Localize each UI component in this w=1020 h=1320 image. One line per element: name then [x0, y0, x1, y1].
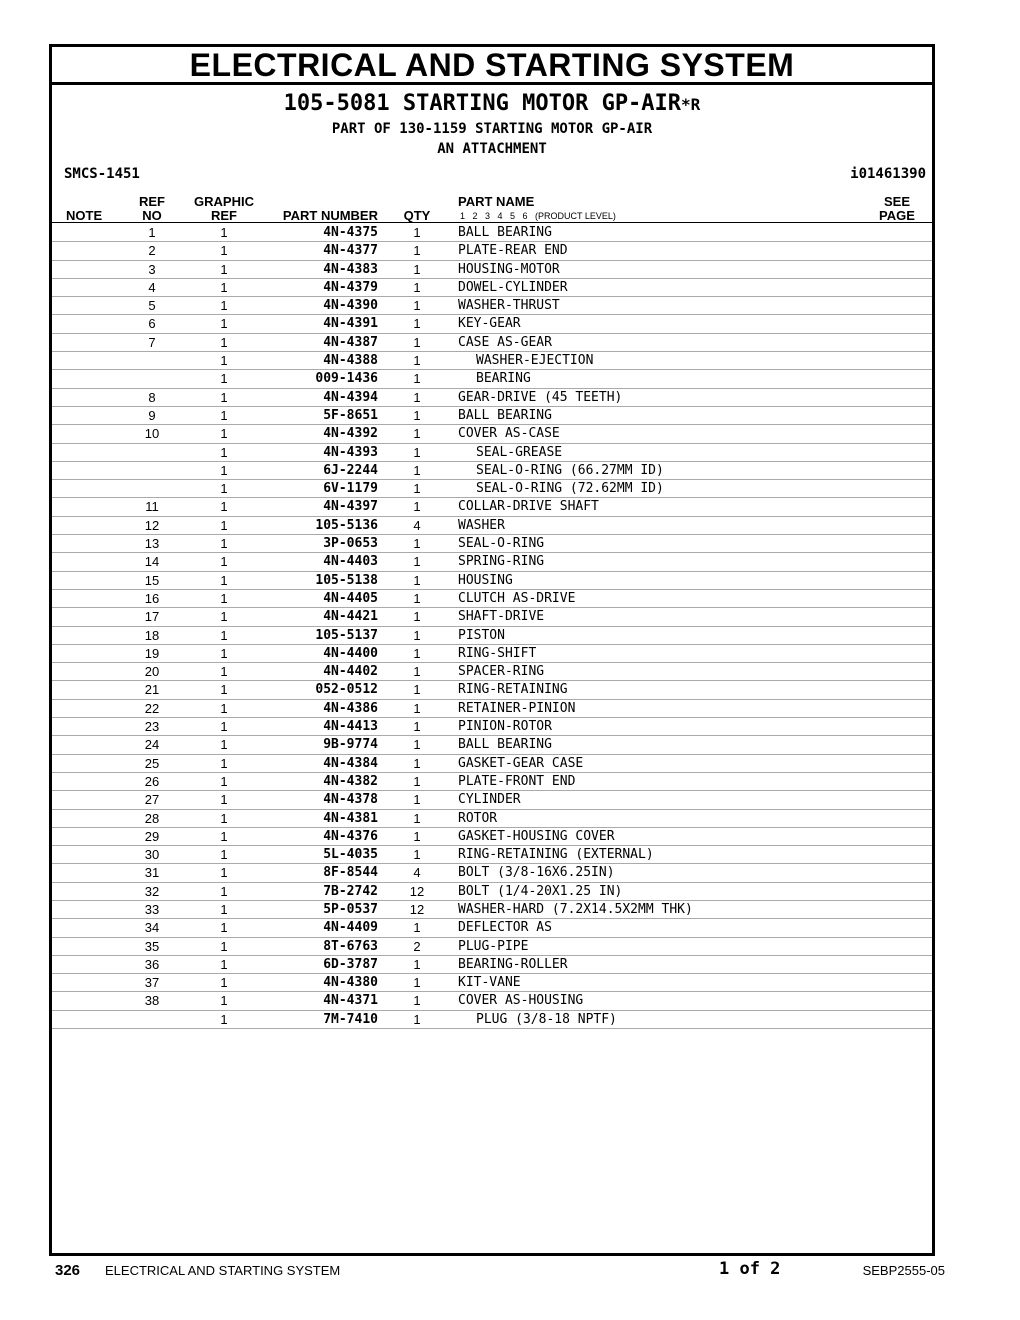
table-row	[52, 608, 932, 626]
ref-no: 37	[144, 975, 160, 991]
graphic-ref: 1	[220, 261, 228, 277]
ref-no: 34	[144, 920, 160, 936]
quantity: 1	[413, 645, 421, 661]
ref-no: 27	[144, 792, 160, 808]
graphic-ref: 1	[220, 279, 228, 295]
graphic-ref: 1	[220, 243, 228, 259]
page-footer	[55, 1258, 945, 1282]
table-row	[52, 938, 932, 956]
quantity: 1	[413, 481, 421, 497]
table-row	[52, 755, 932, 773]
doc-number: SEBP2555-05	[862, 1263, 945, 1278]
ref-no: 4	[148, 279, 156, 295]
table-row	[52, 572, 932, 590]
quantity: 1	[413, 755, 421, 771]
part-name: PINION-ROTOR	[458, 719, 552, 735]
table-row	[52, 700, 932, 718]
ref-no: 1	[148, 225, 156, 240]
col-graphic-top: GRAPHIC	[194, 194, 254, 209]
table-row	[52, 370, 932, 388]
part-name: PLATE-REAR END	[458, 243, 568, 259]
part-number: 4N-4409	[323, 920, 378, 936]
table-row	[52, 242, 932, 260]
graphic-ref: 1	[220, 956, 228, 972]
ref-no: 36	[144, 956, 160, 972]
quantity: 1	[413, 609, 421, 625]
graphic-ref: 1	[220, 810, 228, 826]
revision-mark: *R	[681, 95, 701, 114]
part-name: COVER AS-CASE	[458, 426, 560, 442]
ref-no: 3	[148, 261, 156, 277]
part-of-line: PART OF 130-1159 STARTING MOTOR GP-AIR	[331, 121, 653, 137]
table-row	[52, 462, 932, 480]
part-name: BEARING	[476, 371, 531, 387]
ref-no: 12	[144, 517, 160, 533]
graphic-ref: 1	[220, 389, 228, 405]
table-row	[52, 352, 932, 370]
table-row	[52, 334, 932, 352]
table-row	[52, 407, 932, 425]
part-number: 052-0512	[315, 682, 378, 698]
part-number: 7B-2742	[323, 883, 378, 899]
part-name: WASHER-HARD (7.2X14.5X2MM THK)	[458, 901, 693, 917]
col-ref-bottom: NO	[142, 208, 162, 223]
graphic-ref: 1	[220, 920, 228, 936]
part-name: PISTON	[458, 627, 505, 643]
graphic-ref: 1	[220, 883, 228, 899]
table-row	[52, 224, 932, 242]
col-see-bottom: PAGE	[879, 208, 915, 223]
graphic-ref: 1	[220, 645, 228, 661]
part-number: 4N-4376	[323, 828, 378, 844]
col-product-levels: 1 2 3 4 5 6 (PRODUCT LEVEL)	[460, 211, 616, 221]
table-row	[52, 535, 932, 553]
table-row	[52, 627, 932, 645]
part-name: COVER AS-HOUSING	[458, 993, 584, 1009]
graphic-ref: 1	[220, 700, 228, 716]
quantity: 1	[413, 737, 421, 753]
graphic-ref: 1	[220, 609, 228, 625]
col-part-name: PART NAME	[458, 194, 535, 209]
table-row	[52, 919, 932, 937]
ref-no: 33	[144, 901, 160, 917]
part-number: 4N-4413	[323, 719, 378, 735]
quantity: 1	[413, 847, 421, 863]
part-number: 5L-4035	[323, 847, 378, 863]
part-name: RING-RETAINING	[458, 682, 568, 698]
table-row	[52, 828, 932, 846]
part-number: 4N-4387	[323, 334, 378, 350]
graphic-ref: 1	[220, 938, 228, 954]
table-row	[52, 480, 932, 498]
graphic-ref: 1	[220, 792, 228, 808]
table-header	[52, 192, 932, 223]
part-number: 8F-8544	[323, 865, 378, 881]
graphic-ref: 1	[220, 225, 228, 240]
part-number: 009-1436	[315, 371, 378, 387]
part-name: WASHER-EJECTION	[476, 353, 594, 369]
graphic-ref: 1	[220, 536, 228, 552]
group-number: 105-5081	[283, 91, 390, 116]
part-number: 4N-4397	[323, 499, 378, 515]
table-row	[52, 590, 932, 608]
graphic-ref: 1	[220, 993, 228, 1009]
part-name: GASKET-GEAR CASE	[458, 755, 584, 771]
part-number: 4N-4391	[323, 316, 378, 332]
table-row	[52, 261, 932, 279]
part-number: 105-5136	[315, 517, 378, 533]
quantity: 1	[413, 792, 421, 808]
graphic-ref: 1	[220, 975, 228, 991]
quantity: 1	[413, 956, 421, 972]
part-number: 9B-9774	[323, 737, 378, 753]
ref-no: 32	[144, 883, 160, 899]
attachment-line: AN ATTACHMENT	[437, 141, 547, 157]
quantity: 1	[413, 773, 421, 789]
part-name: BOLT (1/4-20X1.25 IN)	[458, 883, 623, 899]
quantity: 1	[413, 682, 421, 698]
quantity: 1	[413, 316, 421, 332]
quantity: 1	[413, 298, 421, 314]
ref-no: 2	[148, 243, 156, 259]
part-number: 105-5138	[315, 572, 378, 588]
part-number: 4N-4378	[323, 792, 378, 808]
ref-no: 24	[144, 737, 160, 753]
graphic-ref: 1	[220, 298, 228, 314]
quantity: 1	[413, 389, 421, 405]
ref-no: 25	[144, 755, 160, 771]
quantity: 2	[413, 938, 421, 954]
part-number: 4N-4384	[323, 755, 378, 771]
table-row	[52, 645, 932, 663]
part-number: 5P-0537	[323, 901, 378, 917]
quantity: 1	[413, 536, 421, 552]
ref-no: 15	[144, 572, 160, 588]
ref-no: 28	[144, 810, 160, 826]
table-row	[52, 444, 932, 462]
part-number: 4N-4405	[323, 590, 378, 606]
part-number: 4N-4380	[323, 975, 378, 991]
quantity: 1	[413, 700, 421, 716]
graphic-ref: 1	[220, 353, 228, 369]
part-name: CYLINDER	[458, 792, 521, 808]
quantity: 1	[413, 279, 421, 295]
page-number: 326	[55, 1262, 81, 1279]
table-row	[52, 498, 932, 516]
graphic-ref: 1	[220, 371, 228, 387]
parts-table	[52, 224, 932, 1029]
part-name: WASHER	[458, 517, 505, 533]
table-row	[52, 681, 932, 699]
graphic-ref: 1	[220, 773, 228, 789]
part-number: 4N-4421	[323, 609, 378, 625]
part-number: 4N-4393	[323, 444, 378, 460]
part-name: BALL BEARING	[458, 407, 552, 423]
part-number: 4N-4400	[323, 645, 378, 661]
quantity: 1	[413, 353, 421, 369]
part-name: SHAFT-DRIVE	[458, 609, 545, 625]
part-name: SEAL-O-RING (66.27MM ID)	[476, 462, 664, 478]
part-name: RING-SHIFT	[458, 645, 537, 661]
part-name: RETAINER-PINION	[458, 700, 576, 716]
quantity: 1	[413, 590, 421, 606]
part-name: KEY-GEAR	[458, 316, 521, 332]
page-of: 1 of 2	[719, 1259, 781, 1279]
part-number: 4N-4402	[323, 664, 378, 680]
table-row	[52, 956, 932, 974]
smcs-code: SMCS-1451	[64, 166, 140, 182]
quantity: 1	[413, 828, 421, 844]
part-name: KIT-VANE	[458, 975, 521, 991]
graphic-ref: 1	[220, 627, 228, 643]
part-name: BOLT (3/8-16X6.25IN)	[458, 865, 615, 881]
table-row	[52, 718, 932, 736]
quantity: 12	[409, 901, 425, 917]
ref-no: 26	[144, 773, 160, 789]
graphic-ref: 1	[220, 444, 228, 460]
quantity: 1	[413, 810, 421, 826]
ref-no: 17	[144, 609, 160, 625]
ref-no: 19	[144, 645, 160, 661]
part-name: SEAL-O-RING	[458, 536, 545, 552]
part-number: 4N-4386	[323, 700, 378, 716]
quantity: 1	[413, 664, 421, 680]
col-see-top: SEE	[883, 194, 910, 209]
quantity: 1	[413, 993, 421, 1009]
part-number: 6D-3787	[323, 956, 378, 972]
ref-no: 6	[148, 316, 156, 332]
table-row	[52, 1011, 932, 1029]
part-name: BALL BEARING	[458, 225, 552, 240]
part-name: COLLAR-DRIVE SHAFT	[458, 499, 599, 515]
ref-no: 11	[145, 499, 159, 515]
group-title	[52, 91, 932, 116]
part-number: 4N-4390	[323, 298, 378, 314]
part-name: CLUTCH AS-DRIVE	[458, 590, 576, 606]
table-row	[52, 297, 932, 315]
ref-no: 30	[144, 847, 160, 863]
ref-no: 13	[144, 536, 160, 552]
part-name: DEFLECTOR AS	[458, 920, 552, 936]
table-row	[52, 883, 932, 901]
table-row	[52, 553, 932, 571]
part-number: 4N-4382	[323, 773, 378, 789]
part-name: PLUG-PIPE	[458, 938, 529, 954]
ref-no: 16	[144, 590, 160, 606]
part-number: 7M-7410	[323, 1011, 378, 1027]
table-row	[52, 389, 932, 407]
part-name: GASKET-HOUSING COVER	[458, 828, 615, 844]
ref-no: 35	[144, 938, 160, 954]
table-row	[52, 864, 932, 882]
graphic-ref: 1	[220, 481, 228, 497]
part-name: PLUG (3/8-18 NPTF)	[476, 1011, 617, 1027]
ref-no: 9	[148, 407, 156, 423]
col-part-number: PART NUMBER	[282, 208, 378, 223]
part-name: BEARING-ROLLER	[458, 956, 568, 972]
quantity: 1	[413, 261, 421, 277]
graphic-ref: 1	[220, 865, 228, 881]
part-number: 4N-4388	[323, 353, 378, 369]
table-row	[52, 773, 932, 791]
part-name: SEAL-GREASE	[476, 444, 563, 460]
quantity: 12	[409, 883, 425, 899]
part-name: PLATE-FRONT END	[458, 773, 576, 789]
part-name: CASE AS-GEAR	[458, 334, 552, 350]
part-number: 105-5137	[315, 627, 378, 643]
ref-no: 38	[144, 993, 160, 1009]
graphic-ref: 1	[220, 719, 228, 735]
graphic-ref: 1	[220, 828, 228, 844]
graphic-ref: 1	[220, 590, 228, 606]
table-row	[52, 279, 932, 297]
table-row	[52, 791, 932, 809]
table-row	[52, 974, 932, 992]
quantity: 1	[413, 334, 421, 350]
graphic-ref: 1	[220, 572, 228, 588]
part-number: 4N-4403	[323, 554, 378, 570]
footer-section: ELECTRICAL AND STARTING SYSTEM	[105, 1263, 341, 1278]
part-name: GEAR-DRIVE (45 TEETH)	[458, 389, 623, 405]
part-number: 4N-4379	[323, 279, 378, 295]
part-number: 6V-1179	[323, 481, 378, 497]
graphic-ref: 1	[220, 334, 228, 350]
part-name: HOUSING	[458, 572, 513, 588]
part-number: 4N-4394	[323, 389, 378, 405]
part-number: 4N-4377	[323, 243, 378, 259]
quantity: 1	[413, 243, 421, 259]
page-frame	[49, 44, 935, 1256]
part-name: SPACER-RING	[458, 664, 545, 680]
graphic-ref: 1	[220, 517, 228, 533]
col-note: NOTE	[66, 208, 103, 223]
table-row	[52, 425, 932, 443]
part-name: WASHER-THRUST	[458, 298, 560, 314]
ref-no: 5	[148, 298, 156, 314]
ref-no: 29	[144, 828, 160, 844]
quantity: 1	[413, 572, 421, 588]
ref-no: 31	[144, 865, 160, 881]
table-row	[52, 810, 932, 828]
graphic-ref: 1	[220, 462, 228, 478]
ref-no: 18	[144, 627, 160, 643]
quantity: 4	[413, 517, 421, 533]
graphic-ref: 1	[220, 407, 228, 423]
part-number: 3P-0653	[323, 536, 378, 552]
graphic-ref: 1	[220, 1011, 228, 1027]
graphic-ref: 1	[220, 426, 228, 442]
graphic-ref: 1	[220, 682, 228, 698]
quantity: 1	[413, 444, 421, 460]
quantity: 1	[413, 225, 421, 240]
part-name: SEAL-O-RING (72.62MM ID)	[476, 481, 664, 497]
part-name: RING-RETAINING (EXTERNAL)	[458, 847, 654, 863]
ref-no: 7	[148, 334, 156, 350]
quantity: 1	[413, 920, 421, 936]
quantity: 1	[413, 554, 421, 570]
graphic-ref: 1	[220, 755, 228, 771]
part-number: 4N-4383	[323, 261, 378, 277]
ref-no: 22	[144, 700, 160, 716]
table-row	[52, 736, 932, 754]
group-name: STARTING MOTOR GP-AIR	[402, 91, 682, 116]
ref-no: 21	[144, 682, 160, 698]
part-number: 4N-4371	[323, 993, 378, 1009]
table-row	[52, 663, 932, 681]
quantity: 1	[413, 1011, 421, 1027]
quantity: 1	[413, 975, 421, 991]
part-name: HOUSING-MOTOR	[458, 261, 560, 277]
part-number: 4N-4375	[323, 225, 378, 240]
col-graphic-bottom: REF	[211, 208, 237, 223]
graphic-ref: 1	[220, 901, 228, 917]
section-title	[52, 47, 932, 85]
quantity: 1	[413, 627, 421, 643]
image-id: i01461390	[850, 166, 926, 182]
table-row	[52, 901, 932, 919]
col-ref-top: REF	[139, 194, 165, 209]
part-name: BALL BEARING	[458, 737, 552, 753]
part-number: 6J-2244	[323, 462, 378, 478]
part-name: DOWEL-CYLINDER	[458, 279, 568, 295]
quantity: 1	[413, 371, 421, 387]
ref-no: 14	[144, 554, 160, 570]
graphic-ref: 1	[220, 737, 228, 753]
quantity: 1	[413, 719, 421, 735]
graphic-ref: 1	[220, 664, 228, 680]
graphic-ref: 1	[220, 316, 228, 332]
table-row	[52, 992, 932, 1010]
col-qty: QTY	[403, 208, 431, 223]
graphic-ref: 1	[220, 847, 228, 863]
part-name: ROTOR	[458, 810, 498, 826]
part-name: SPRING-RING	[458, 554, 545, 570]
quantity: 1	[413, 462, 421, 478]
quantity: 4	[413, 865, 421, 881]
part-number: 4N-4381	[323, 810, 378, 826]
table-row	[52, 846, 932, 864]
ref-no: 8	[148, 389, 156, 405]
ref-no: 10	[144, 426, 160, 442]
part-number: 5F-8651	[323, 407, 378, 423]
part-number: 8T-6763	[323, 938, 378, 954]
quantity: 1	[413, 499, 421, 515]
table-row	[52, 517, 932, 535]
quantity: 1	[413, 407, 421, 423]
ref-no: 23	[144, 719, 160, 735]
table-row	[52, 315, 932, 333]
quantity: 1	[413, 426, 421, 442]
section-title-text: ELECTRICAL AND STARTING SYSTEM	[189, 47, 795, 83]
part-number: 4N-4392	[323, 426, 378, 442]
ref-no: 20	[144, 664, 160, 680]
graphic-ref: 1	[220, 554, 228, 570]
graphic-ref: 1	[220, 499, 228, 515]
